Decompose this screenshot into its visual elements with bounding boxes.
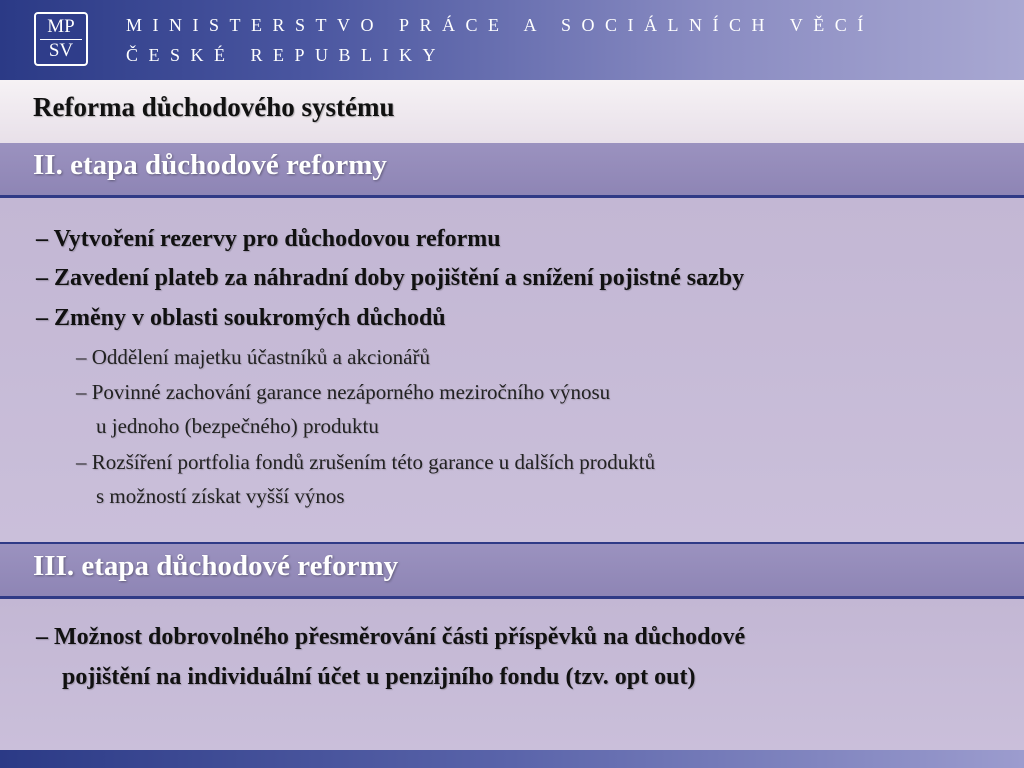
- subbullet-guarantee-continued: u jednoho (bezpečného) produktu: [96, 414, 379, 438]
- bullet-reserve: – Vytvoření rezervy pro důchodovou reformu: [36, 226, 501, 252]
- mpsv-logo: [34, 12, 88, 66]
- section-heading-stage-3: III. etapa důchodové reformy: [33, 550, 399, 582]
- ministry-header: [0, 0, 1024, 80]
- subbullet-separation: – Oddělení majetku účastníků a akcionářů: [76, 345, 430, 369]
- ministry-name-line1: MINISTERSTVO PRÁCE A SOCIÁLNÍCH VĚCÍ: [126, 15, 874, 35]
- subbullet-portfolio: – Rozšíření portfolia fondů zrušením této garance u dalších produktů: [76, 450, 656, 474]
- logo-text-top: MP: [47, 16, 75, 37]
- logo-text-bottom: SV: [48, 40, 74, 61]
- bullet-payments: – Zavedení plateb za náhradní doby pojištění a snížení pojistné sazby: [36, 265, 745, 291]
- footer-band: [0, 750, 1024, 768]
- subbullet-portfolio-continued: s možností získat vyšší výnos: [96, 484, 345, 508]
- slide-title: Reforma důchodového systému: [33, 92, 395, 122]
- bullet-private-pensions: – Změny v oblasti soukromých důchodů: [36, 305, 446, 331]
- bullet-opt-out: – Možnost dobrovolného přesměrování části příspěvků na důchodové: [36, 624, 746, 650]
- ministry-name-line2: ČESKÉ REPUBLIKY: [126, 45, 447, 65]
- section-heading-stage-2: II. etapa důchodové reformy: [33, 149, 387, 181]
- bullet-opt-out-continued: pojištění na individuální účet u penzijního fondu (tzv. opt out): [62, 664, 696, 690]
- subbullet-guarantee: – Povinné zachování garance nezáporného meziročního výnosu: [76, 380, 611, 404]
